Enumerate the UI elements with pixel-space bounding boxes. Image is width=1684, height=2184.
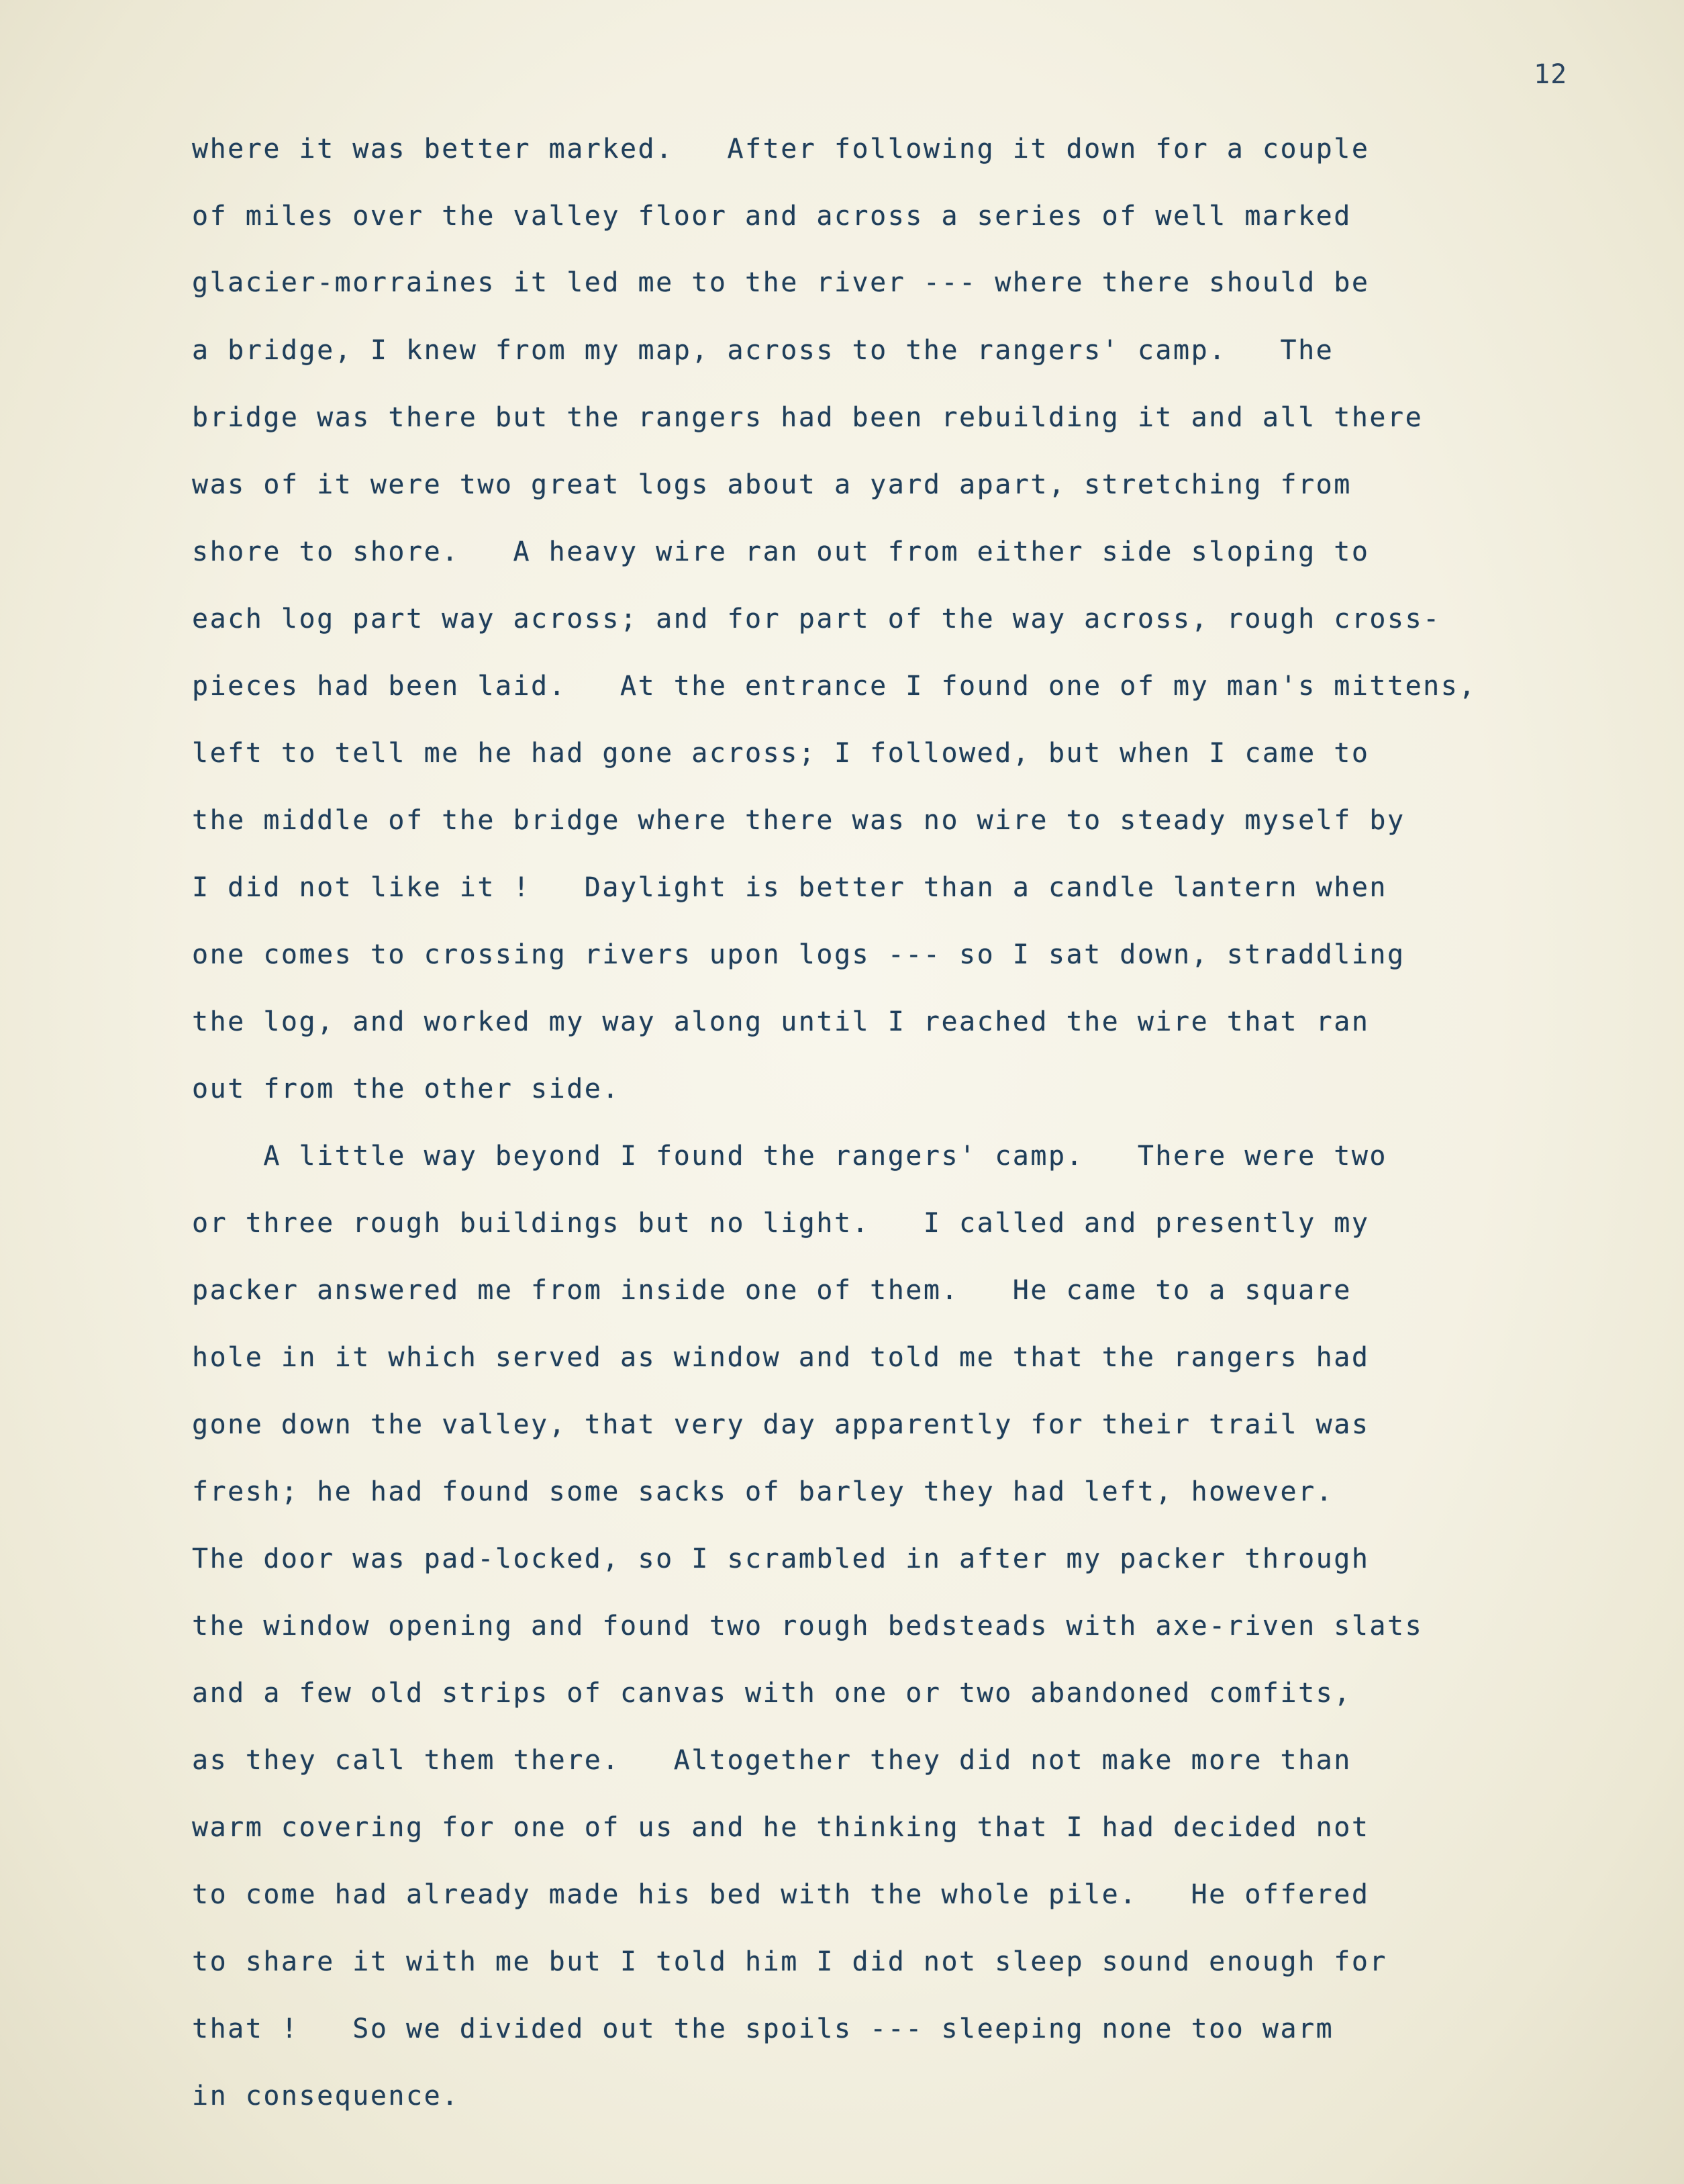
text-line: as they call them there. Altogether they did not make more than xyxy=(192,1745,1352,1776)
text-line: was of it were two great logs about a yard apart, stretching from xyxy=(192,469,1352,500)
text-line: packer answered me from inside one of them. He came to a square xyxy=(192,1275,1352,1306)
text-line: pieces had been laid. At the entrance I found one of my man's mittens, xyxy=(192,671,1477,702)
text-line: gone down the valley, that very day apparently for their trail was xyxy=(192,1409,1370,1440)
text-line: one comes to crossing rivers upon logs --- so I sat down, straddling xyxy=(192,939,1405,970)
text-line: to come had already made his bed with the whole pile. He offered xyxy=(192,1879,1370,1910)
text-line: each log part way across; and for part of the way across, rough cross- xyxy=(192,604,1441,634)
text-line: or three rough buildings but no light. I called and presently my xyxy=(192,1208,1370,1239)
text-line: and a few old strips of canvas with one or two abandoned comfits, xyxy=(192,1678,1352,1709)
text-line: hole in it which served as window and told me that the rangers had xyxy=(192,1342,1370,1373)
text-line: to share it with me but I told him I did not sleep sound enough for xyxy=(192,1946,1387,1977)
text-line: bridge was there but the rangers had been rebuilding it and all there xyxy=(192,402,1424,433)
text-line: of miles over the valley floor and across a series of well marked xyxy=(192,201,1352,232)
text-line: the middle of the bridge where there was no wire to steady myself by xyxy=(192,805,1405,836)
text-line: fresh; he had found some sacks of barley they had left, however. xyxy=(192,1476,1334,1507)
text-line: in consequence. xyxy=(192,2081,460,2111)
text-line: a bridge, I knew from my map, across to the rangers' camp. The xyxy=(192,335,1334,366)
page-number: 12 xyxy=(1534,59,1568,90)
text-line: A little way beyond I found the rangers' camp. There were two xyxy=(192,1141,1387,1172)
text-line: left to tell me he had gone across; I followed, but when I came to xyxy=(192,738,1370,769)
text-line: the window opening and found two rough bedsteads with axe-riven slats xyxy=(192,1611,1424,1642)
text-line: where it was better marked. After following it down for a couple xyxy=(192,134,1370,164)
text-line: out from the other side. xyxy=(192,1074,620,1104)
text-line: the log, and worked my way along until I reached the wire that ran xyxy=(192,1006,1370,1037)
text-line: shore to shore. A heavy wire ran out from either side sloping to xyxy=(192,536,1370,567)
text-line: The door was pad-locked, so I scrambled in after my packer through xyxy=(192,1544,1370,1574)
text-line: I did not like it ! Daylight is better than a candle lantern when xyxy=(192,872,1387,903)
text-line: glacier-morraines it led me to the river --- where there should be xyxy=(192,267,1370,298)
text-line: that ! So we divided out the spoils --- sleeping none too warm xyxy=(192,2013,1334,2044)
text-line: warm covering for one of us and he thinking that I had decided not xyxy=(192,1812,1370,1843)
